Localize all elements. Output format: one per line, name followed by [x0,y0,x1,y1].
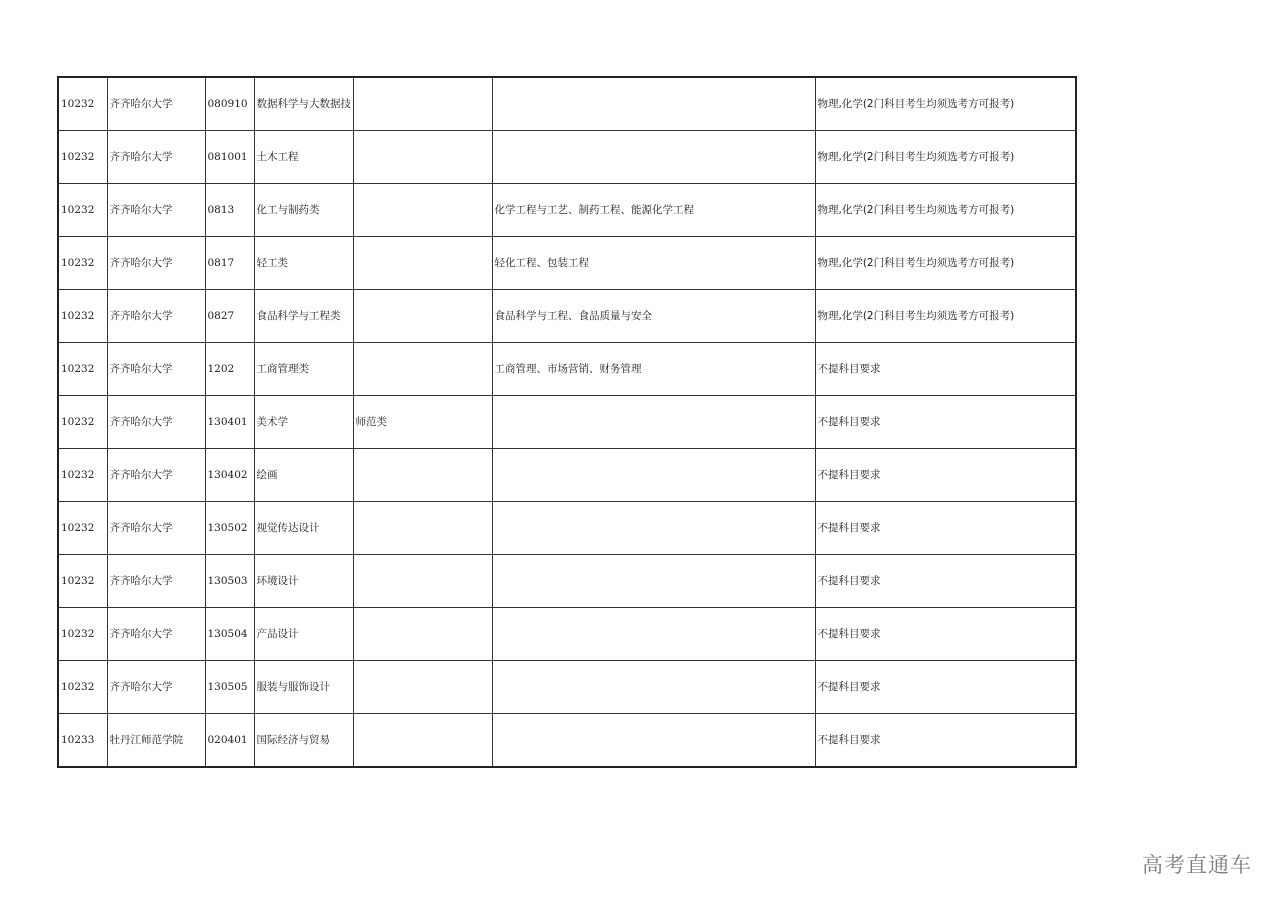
subject-requirement-cell: 不提科目要求 [815,714,1076,768]
major-code-cell: 020401 [205,714,254,768]
school-code-cell: 10232 [58,396,107,449]
table-row [58,131,1076,184]
major-note-cell [353,131,492,184]
table-row [58,290,1076,343]
major-note-cell [353,237,492,290]
subject-requirement-cell: 不提科目要求 [815,502,1076,555]
school-name-cell: 齐齐哈尔大学 [107,396,205,449]
major-code-cell: 081001 [205,131,254,184]
school-name-cell: 齐齐哈尔大学 [107,449,205,502]
table-row [58,77,1076,131]
table-row [58,449,1076,502]
major-code-cell: 130401 [205,396,254,449]
school-code-cell: 10232 [58,290,107,343]
major-name-cell: 服装与服饰设计 [254,661,353,714]
major-name-cell: 环境设计 [254,555,353,608]
major-name-cell: 数据科学与大数据技 [254,77,353,131]
subject-requirement-cell: 物理,化学(2门科目考生均须选考方可报考) [815,131,1076,184]
major-name-cell: 食品科学与工程类 [254,290,353,343]
school-code-cell: 10232 [58,237,107,290]
subject-requirement-cell: 不提科目要求 [815,449,1076,502]
subject-requirement-cell: 不提科目要求 [815,396,1076,449]
subject-requirement-cell: 物理,化学(2门科目考生均须选考方可报考) [815,184,1076,237]
school-code-cell: 10233 [58,714,107,768]
major-code-cell: 130502 [205,502,254,555]
school-name-cell: 齐齐哈尔大学 [107,343,205,396]
school-name-cell: 齐齐哈尔大学 [107,502,205,555]
school-name-cell: 牡丹江师范学院 [107,714,205,768]
major-code-cell: 130503 [205,555,254,608]
major-name-cell: 美术学 [254,396,353,449]
school-code-cell: 10232 [58,661,107,714]
included-majors-cell: 工商管理、市场营销、财务管理 [492,343,815,396]
school-name-cell: 齐齐哈尔大学 [107,237,205,290]
included-majors-cell [492,608,815,661]
subject-requirement-cell: 不提科目要求 [815,343,1076,396]
included-majors-cell [492,502,815,555]
table-row [58,237,1076,290]
major-code-cell: 0817 [205,237,254,290]
subject-requirement-cell: 物理,化学(2门科目考生均须选考方可报考) [815,77,1076,131]
school-name-cell: 齐齐哈尔大学 [107,77,205,131]
school-name-cell: 齐齐哈尔大学 [107,608,205,661]
major-name-cell: 轻工类 [254,237,353,290]
subject-requirement-cell: 不提科目要求 [815,555,1076,608]
school-name-cell: 齐齐哈尔大学 [107,555,205,608]
major-note-cell [353,502,492,555]
major-note-cell [353,343,492,396]
school-name-cell: 齐齐哈尔大学 [107,290,205,343]
school-code-cell: 10232 [58,555,107,608]
major-note-cell [353,714,492,768]
school-name-cell: 齐齐哈尔大学 [107,184,205,237]
subject-requirement-cell: 物理,化学(2门科目考生均须选考方可报考) [815,290,1076,343]
included-majors-cell: 食品科学与工程、食品质量与安全 [492,290,815,343]
table-row [58,608,1076,661]
school-code-cell: 10232 [58,608,107,661]
major-note-cell: 师范类 [353,396,492,449]
subject-requirement-cell: 不提科目要求 [815,608,1076,661]
major-note-cell [353,555,492,608]
table-row [58,343,1076,396]
major-note-cell [353,290,492,343]
watermark-text: 高考直通车 [1142,853,1252,877]
major-code-cell: 130505 [205,661,254,714]
table-row [58,714,1076,768]
school-code-cell: 10232 [58,449,107,502]
table-row [58,502,1076,555]
table-body [58,77,1076,767]
subject-requirements-table [57,76,1077,768]
school-code-cell: 10232 [58,77,107,131]
included-majors-cell [492,555,815,608]
major-name-cell: 工商管理类 [254,343,353,396]
major-code-cell: 0813 [205,184,254,237]
school-code-cell: 10232 [58,184,107,237]
major-name-cell: 绘画 [254,449,353,502]
included-majors-cell [492,77,815,131]
subject-requirement-cell: 物理,化学(2门科目考生均须选考方可报考) [815,237,1076,290]
school-name-cell: 齐齐哈尔大学 [107,131,205,184]
school-code-cell: 10232 [58,131,107,184]
major-note-cell [353,77,492,131]
major-code-cell: 080910 [205,77,254,131]
major-name-cell: 视觉传达设计 [254,502,353,555]
major-note-cell [353,184,492,237]
included-majors-cell: 轻化工程、包装工程 [492,237,815,290]
major-note-cell [353,449,492,502]
table-row [58,396,1076,449]
included-majors-cell [492,714,815,768]
major-code-cell: 0827 [205,290,254,343]
major-code-cell: 130402 [205,449,254,502]
major-note-cell [353,661,492,714]
major-note-cell [353,608,492,661]
subject-requirement-cell: 不提科目要求 [815,661,1076,714]
major-name-cell: 产品设计 [254,608,353,661]
major-code-cell: 1202 [205,343,254,396]
table-row [58,184,1076,237]
table-row [58,661,1076,714]
school-name-cell: 齐齐哈尔大学 [107,661,205,714]
major-name-cell: 化工与制药类 [254,184,353,237]
included-majors-cell [492,449,815,502]
school-code-cell: 10232 [58,343,107,396]
major-code-cell: 130504 [205,608,254,661]
included-majors-cell [492,396,815,449]
school-code-cell: 10232 [58,502,107,555]
major-name-cell: 土木工程 [254,131,353,184]
table-row [58,555,1076,608]
included-majors-cell: 化学工程与工艺、制药工程、能源化学工程 [492,184,815,237]
major-name-cell: 国际经济与贸易 [254,714,353,768]
included-majors-cell [492,661,815,714]
included-majors-cell [492,131,815,184]
